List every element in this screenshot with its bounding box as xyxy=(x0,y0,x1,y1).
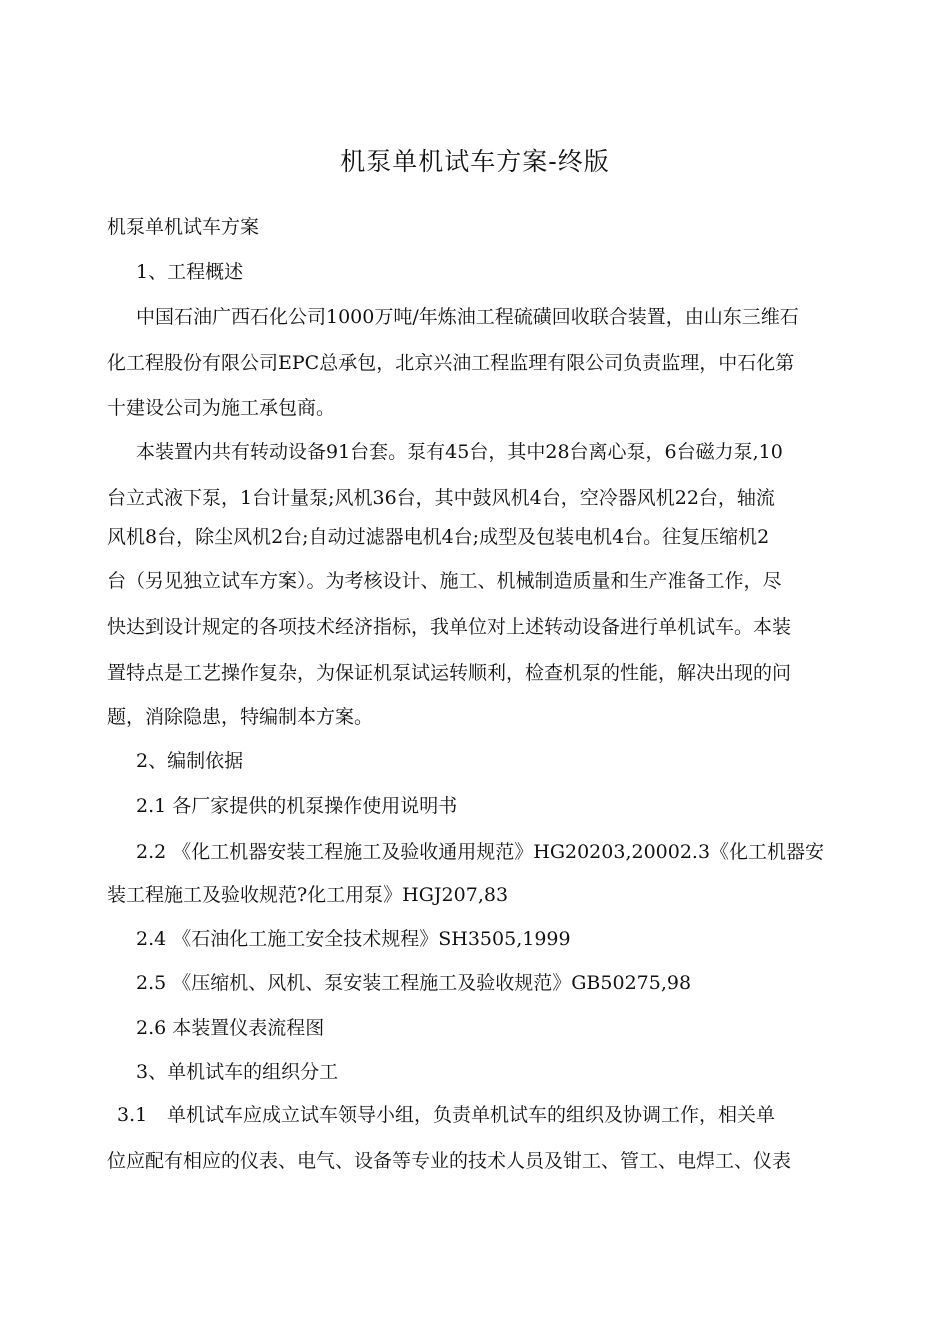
paragraph-line: 快达到设计规定的各项技术经济指标，我单位对上述转动设备进行单机试车。本装 xyxy=(107,616,792,638)
section-heading: 2、编制依据 xyxy=(136,750,244,772)
subtitle: 机泵单机试车方案 xyxy=(107,216,260,238)
clause-line xyxy=(117,1100,857,1130)
list-item-continuation: 装工程施工及验收规范?化工用泵》HGJ207,83 xyxy=(107,884,509,906)
clause-continuation: 位应配有相应的仪表、电气、设备等专业的技术人员及钳工、管工、电焊工、仪表 xyxy=(107,1150,792,1172)
paragraph-line: 中国石油广西石化公司1000万吨/年炼油工程硫磺回收联合装置，由山东三维石 xyxy=(136,306,799,328)
paragraph-line: 台（另见独立试车方案）。为考核设计、施工、机械制造质量和生产准备工作，尽 xyxy=(107,570,782,592)
paragraph-line: 本装置内共有转动设备91台套。泵有45台，其中28台离心泵，6台磁力泵,10 xyxy=(136,441,783,463)
list-item: 2.5 《压缩机、风机、泵安装工程施工及验收规范》GB50275,98 xyxy=(136,972,692,994)
paragraph-line: 题，消除隐患，特编制本方案。 xyxy=(107,706,374,728)
paragraph-line: 十建设公司为施工承包商。 xyxy=(107,397,336,419)
section-heading: 1、工程概述 xyxy=(136,261,244,283)
document-title: 机泵单机试车方案-终版 xyxy=(340,147,610,176)
list-item: 2.6 本装置仪表流程图 xyxy=(136,1017,325,1039)
list-item: 2.1 各厂家提供的机泵操作使用说明书 xyxy=(136,795,458,817)
section-heading: 3、单机试车的组织分工 xyxy=(136,1061,339,1083)
paragraph-line: 台立式液下泵，1台计量泵;风机36台，其中鼓风机4台，空冷器风机22台，轴流 xyxy=(107,487,775,509)
paragraph-line: 化工程股份有限公司EPC总承包，北京兴油工程监理有限公司负责监理，中石化第 xyxy=(107,352,795,374)
paragraph-line: 置特点是工艺操作复杂，为保证机泵试运转顺利，检查机泵的性能，解决出现的问 xyxy=(107,662,792,684)
paragraph-line: 风机8台，除尘风机2台;自动过滤器电机4台;成型及包装电机4台。往复压缩机2 xyxy=(107,526,770,548)
clause-text: 单机试车应成立试车领导小组，负责单机试车的组织及协调工作，相关单 xyxy=(167,1104,776,1126)
clause-number: 3.1 xyxy=(117,1104,148,1126)
list-item: 2.4 《石油化工施工安全技术规程》SH3505,1999 xyxy=(136,928,571,950)
list-item: 2.2 《化工机器安装工程施工及验收通用规范》HG20203,20002.3《化工机器安 xyxy=(136,841,825,863)
